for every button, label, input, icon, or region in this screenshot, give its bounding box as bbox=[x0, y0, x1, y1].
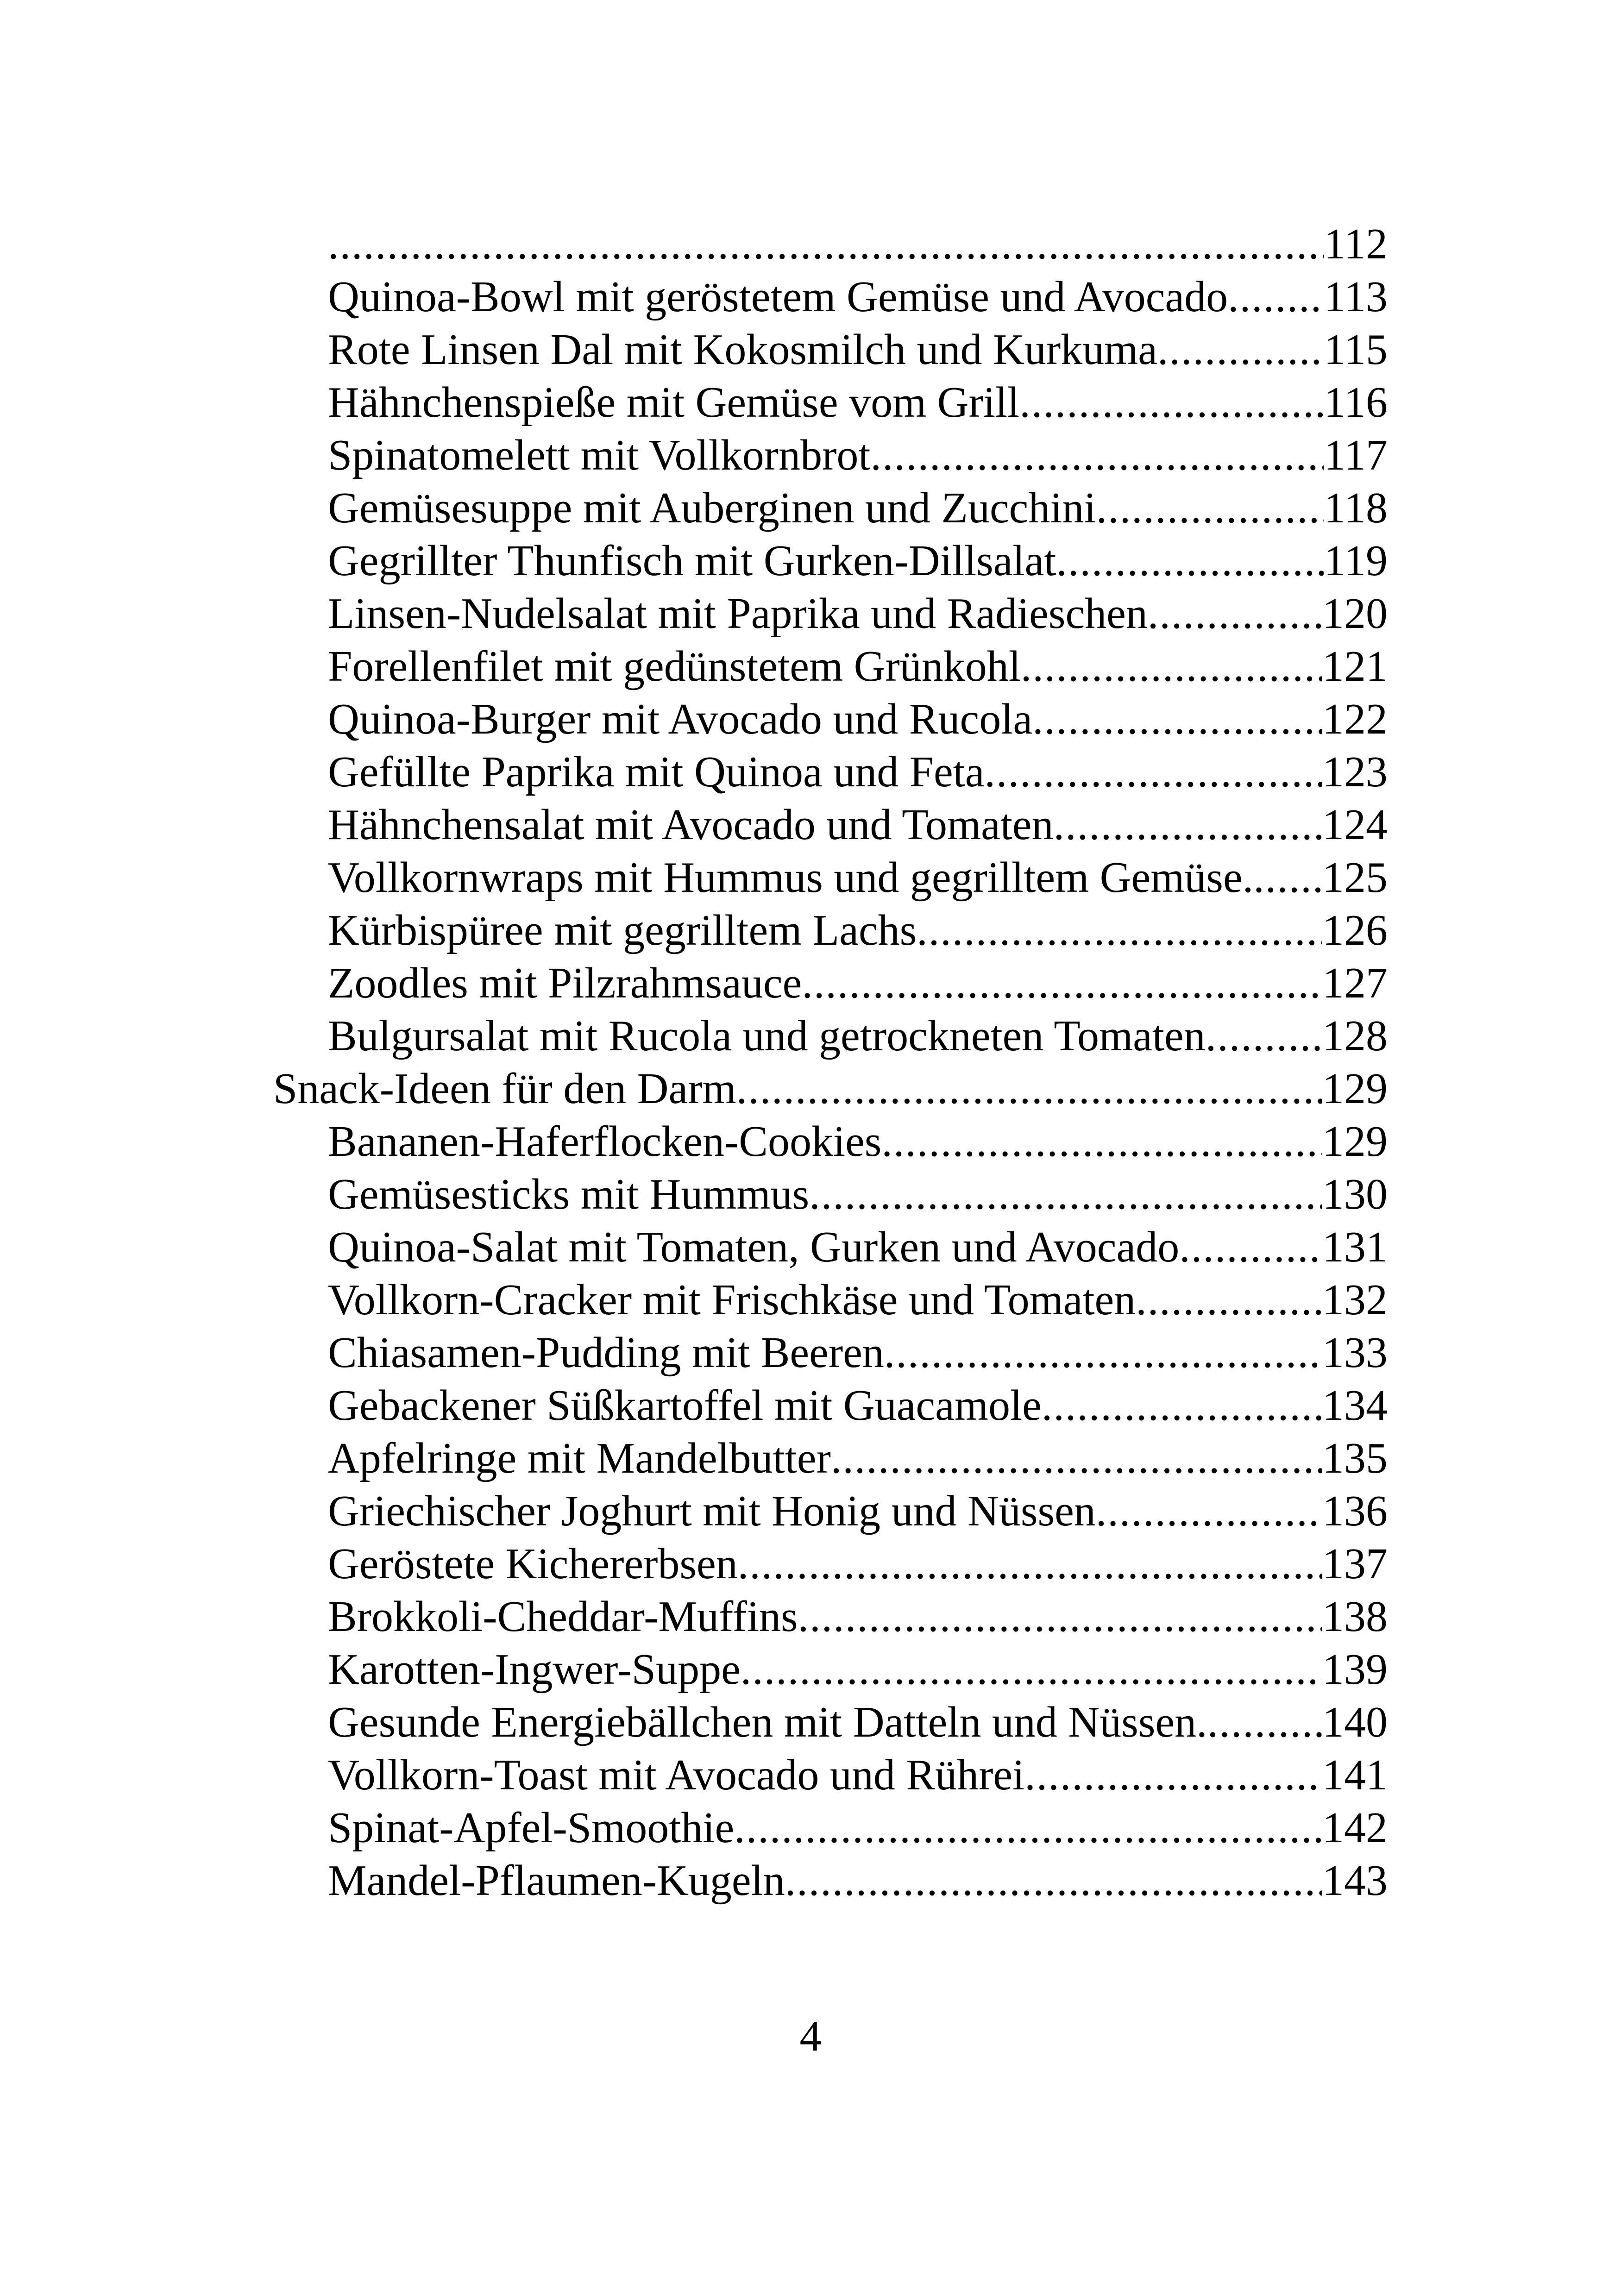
toc-entry[interactable] bbox=[273, 746, 1388, 798]
toc-entry-title: Vollkornwraps mit Hummus und gegrilltem Gemüse. bbox=[328, 853, 1254, 902]
toc-entry-page: 136 bbox=[1322, 1487, 1388, 1535]
toc-entry-title: Gefüllte Paprika mit Quinoa und Feta bbox=[328, 748, 985, 796]
toc-entry-title: Brokkoli-Cheddar-Muffins bbox=[328, 1593, 798, 1641]
toc-entry[interactable] bbox=[273, 693, 1388, 746]
toc-entry[interactable] bbox=[273, 270, 1388, 323]
toc-entry-title: Bulgursalat mit Rucola und getrockneten Tomaten bbox=[328, 1012, 1206, 1060]
dot-leader bbox=[1032, 693, 1322, 746]
toc-entry-page: 140 bbox=[1322, 1698, 1388, 1746]
dot-leader bbox=[1096, 482, 1324, 534]
dot-leader bbox=[881, 1115, 1322, 1168]
toc-entry-page: 138 bbox=[1322, 1593, 1388, 1641]
toc-entry[interactable] bbox=[273, 1537, 1388, 1590]
toc-entry-page: 131 bbox=[1322, 1223, 1388, 1271]
dot-leader bbox=[785, 1854, 1322, 1907]
toc-entry[interactable] bbox=[273, 482, 1388, 534]
toc-entry[interactable] bbox=[273, 851, 1388, 904]
toc-entry-title: Snack-Ideen für den Darm bbox=[273, 1065, 736, 1113]
dot-leader bbox=[1021, 640, 1322, 693]
toc-entry-title: Gemüsesticks mit Hummus bbox=[328, 1170, 810, 1218]
toc-entry-page: 134 bbox=[1322, 1381, 1388, 1430]
toc-entry-page: 117 bbox=[1324, 431, 1388, 479]
toc-entry[interactable] bbox=[273, 1221, 1388, 1273]
toc-entry-page: 125 bbox=[1322, 853, 1388, 902]
toc-entry-title: Geröstete Kichererbsen bbox=[328, 1540, 738, 1588]
toc-entry[interactable] bbox=[273, 640, 1388, 693]
dot-leader bbox=[1136, 1273, 1322, 1326]
toc-entry[interactable] bbox=[273, 798, 1388, 851]
toc-entry-title: Gegrillter Thunfisch mit Gurken-Dillsalat bbox=[328, 537, 1056, 585]
dot-leader bbox=[1042, 1379, 1322, 1432]
toc-entry-page: 120 bbox=[1322, 590, 1388, 638]
toc-entry-title: Vollkorn-Cracker mit Frischkäse und Tomaten bbox=[328, 1276, 1136, 1324]
toc-entry[interactable] bbox=[273, 1801, 1388, 1854]
toc-entry-title: Karotten-Ingwer-Suppe bbox=[328, 1645, 741, 1694]
toc-entry[interactable] bbox=[273, 1432, 1388, 1485]
toc-entry[interactable] bbox=[273, 376, 1388, 429]
dot-leader bbox=[884, 1326, 1322, 1379]
toc-entry[interactable] bbox=[273, 1326, 1388, 1379]
toc-entry[interactable] bbox=[273, 1168, 1388, 1221]
toc-entry-title: Spinatomelett mit Vollkornbrot bbox=[328, 431, 871, 479]
toc-entry[interactable] bbox=[273, 1379, 1388, 1432]
toc-entry-title: Rote Linsen Dal mit Kokosmilch und Kurkuma bbox=[328, 326, 1158, 374]
toc-entry[interactable] bbox=[273, 1115, 1388, 1168]
dot-leader bbox=[1207, 1696, 1322, 1749]
toc-entry-page: 122 bbox=[1322, 695, 1388, 743]
toc-entry-page: 113 bbox=[1324, 273, 1388, 321]
dot-leader bbox=[798, 1590, 1322, 1643]
dot-leader bbox=[871, 429, 1324, 482]
dot-leader bbox=[802, 957, 1322, 1010]
dot-leader bbox=[1054, 798, 1322, 851]
dot-leader bbox=[809, 1168, 1322, 1221]
toc-entry-page: 129 bbox=[1322, 1065, 1388, 1113]
toc-entry[interactable] bbox=[273, 1643, 1388, 1696]
toc-entry[interactable] bbox=[273, 534, 1388, 587]
toc-entry[interactable] bbox=[273, 429, 1388, 482]
toc-entry[interactable] bbox=[273, 587, 1388, 640]
toc-entry-page: 135 bbox=[1322, 1434, 1388, 1482]
toc-entry-page: 137 bbox=[1322, 1540, 1388, 1588]
toc-entry-title: Gesunde Energiebällchen mit Datteln und Nüssen. bbox=[328, 1698, 1207, 1746]
toc-entry-title: Quinoa-Bowl mit geröstetem Gemüse und Avocado bbox=[328, 273, 1228, 321]
toc-entry-title: Spinat-Apfel-Smoothie bbox=[328, 1804, 735, 1852]
toc-entry[interactable] bbox=[273, 1010, 1388, 1062]
toc-entry-page: 118 bbox=[1324, 484, 1388, 532]
dot-leader bbox=[831, 1432, 1322, 1485]
toc-entry-title: Hähnchenspieße mit Gemüse vom Grill bbox=[328, 378, 1020, 427]
toc-entry[interactable] bbox=[273, 1273, 1388, 1326]
table-of-contents bbox=[273, 218, 1388, 1907]
toc-entry-title: Mandel-Pflaumen-Kugeln bbox=[328, 1857, 785, 1905]
toc-entry-title: Apfelringe mit Mandelbutter bbox=[328, 1434, 831, 1482]
toc-chapter-entry[interactable] bbox=[273, 1062, 1388, 1115]
toc-entry-page: 123 bbox=[1322, 748, 1388, 796]
toc-entry-title: Quinoa-Salat mit Tomaten, Gurken und Avocado bbox=[328, 1223, 1180, 1271]
dot-leader bbox=[1157, 323, 1324, 376]
dot-leader bbox=[1253, 851, 1322, 904]
dot-leader bbox=[1056, 534, 1324, 587]
dot-leader bbox=[985, 746, 1322, 798]
toc-entry[interactable] bbox=[273, 1590, 1388, 1643]
toc-entry-title: Bananen-Haferflocken-Cookies bbox=[328, 1117, 882, 1166]
toc-entry-title: Quinoa-Burger mit Avocado und Rucola bbox=[328, 695, 1033, 743]
toc-entry-title: Zoodles mit Pilzrahmsauce bbox=[328, 959, 802, 1007]
toc-entry-title: Griechischer Joghurt mit Honig und Nüssen bbox=[328, 1487, 1096, 1535]
toc-entry-page: 126 bbox=[1322, 906, 1388, 954]
toc-entry-title: Linsen-Nudelsalat mit Paprika und Radieschen bbox=[328, 590, 1148, 638]
toc-entry-title: Gebackener Süßkartoffel mit Guacamole bbox=[328, 1381, 1042, 1430]
dot-leader bbox=[1179, 1221, 1322, 1273]
toc-entry-title: Hähnchensalat mit Avocado und Tomaten bbox=[328, 801, 1054, 849]
dot-leader bbox=[1228, 270, 1324, 323]
toc-entry[interactable] bbox=[273, 1749, 1388, 1801]
toc-entry-page: 132 bbox=[1322, 1276, 1388, 1324]
toc-entry[interactable] bbox=[273, 957, 1388, 1010]
toc-entry-page: 116 bbox=[1324, 378, 1388, 427]
dot-leader bbox=[1019, 376, 1324, 429]
toc-entry-page: 119 bbox=[1324, 537, 1388, 585]
toc-entry-page: 142 bbox=[1322, 1804, 1388, 1852]
dot-leader bbox=[741, 1643, 1322, 1696]
toc-entry[interactable] bbox=[273, 218, 1388, 270]
toc-entry-page: 133 bbox=[1322, 1329, 1388, 1377]
dot-leader bbox=[738, 1537, 1322, 1590]
toc-entry-page: 130 bbox=[1322, 1170, 1388, 1218]
dot-leader bbox=[1148, 587, 1322, 640]
toc-entry-page: 121 bbox=[1322, 642, 1388, 690]
toc-entry[interactable] bbox=[273, 904, 1388, 957]
toc-entry-title: Kürbispüree mit gegrilltem Lachs bbox=[328, 906, 917, 954]
toc-entry-page: 127 bbox=[1322, 959, 1388, 1007]
toc-entry-page: 112 bbox=[1324, 220, 1388, 268]
page-number: 4 bbox=[799, 2012, 822, 2060]
dot-leader bbox=[917, 904, 1322, 957]
toc-entry-page: 139 bbox=[1322, 1645, 1388, 1694]
dot-leader bbox=[328, 218, 1324, 270]
toc-entry-page: 128 bbox=[1322, 1012, 1388, 1060]
toc-entry[interactable] bbox=[273, 1696, 1388, 1749]
toc-entry-title: Chiasamen-Pudding mit Beeren bbox=[328, 1329, 884, 1377]
toc-entry-page: 124 bbox=[1322, 801, 1388, 849]
toc-entry-page: 141 bbox=[1322, 1751, 1388, 1799]
toc-entry-page: 115 bbox=[1324, 326, 1388, 374]
toc-entry-page: 129 bbox=[1322, 1117, 1388, 1166]
toc-entry[interactable] bbox=[273, 323, 1388, 376]
toc-entry-title: Vollkorn-Toast mit Avocado und Rührei bbox=[328, 1751, 1025, 1799]
dot-leader bbox=[1096, 1485, 1322, 1537]
dot-leader bbox=[1206, 1010, 1322, 1062]
toc-entry[interactable] bbox=[273, 1854, 1388, 1907]
dot-leader bbox=[1024, 1749, 1322, 1801]
toc-entry[interactable] bbox=[273, 1485, 1388, 1537]
toc-entry-title: Gemüsesuppe mit Auberginen und Zucchini bbox=[328, 484, 1096, 532]
toc-entry-title: Forellenfilet mit gedünstetem Grünkohl bbox=[328, 642, 1021, 690]
dot-leader bbox=[736, 1062, 1322, 1115]
dot-leader bbox=[734, 1801, 1322, 1854]
toc-entry-page: 143 bbox=[1322, 1857, 1388, 1905]
